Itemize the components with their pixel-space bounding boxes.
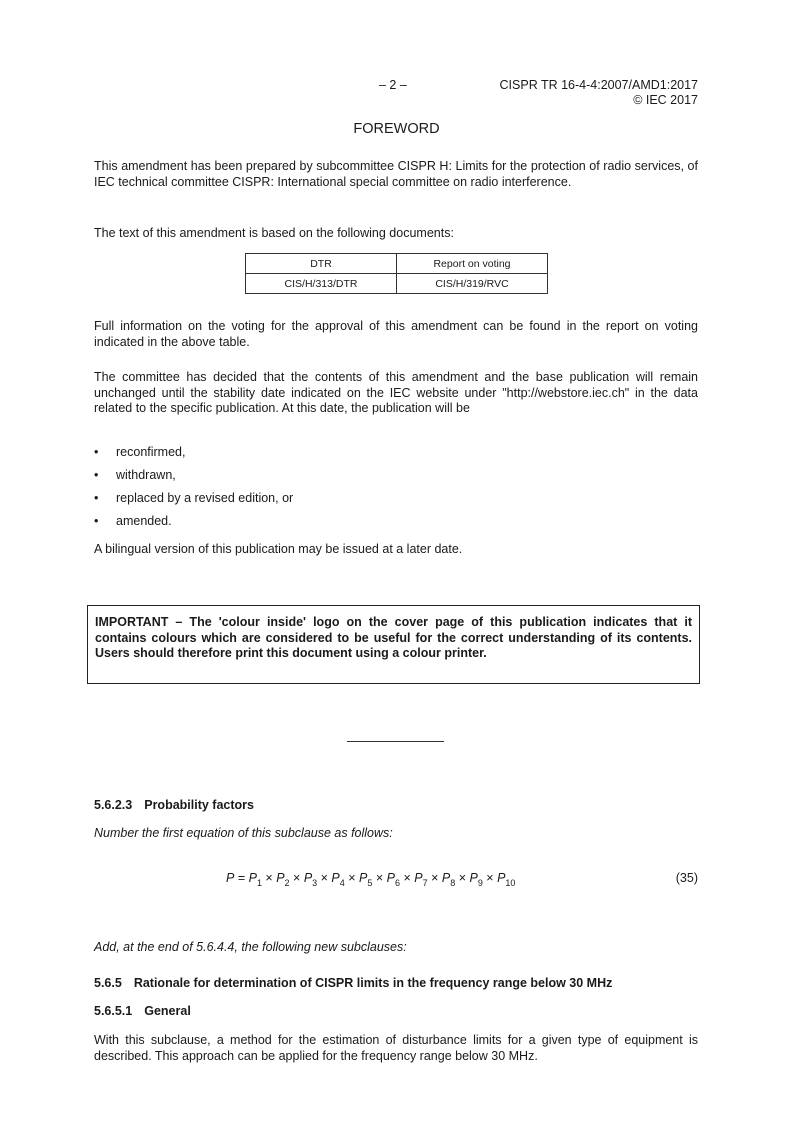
important-notice: IMPORTANT – The 'colour inside' logo on the cover page of this publication indicates that it contains colours which are considered to be useful for the correct understanding of its contents. Users should therefore print this document using a colour printer.	[87, 605, 700, 684]
voting-table	[245, 253, 548, 294]
list-item	[94, 445, 698, 468]
table-header-cell: Report on voting	[397, 254, 548, 274]
section-title: Probability factors	[144, 798, 254, 812]
bullet-icon: •	[94, 514, 99, 528]
foreword-intro: This amendment has been prepared by subcommittee CISPR H: Limits for the protection of radio services, of IEC technical committee CISPR: International special committee on radio interference.	[94, 159, 698, 189]
probability-equation: $P = P_1 \times P_2 \times P_3 \times P_4 \times P_5 \times P_6 \times P_7 \times P_8 \times P_9 \times P_{10}$	[226, 871, 516, 888]
section-number: 5.6.2.3	[94, 798, 133, 812]
table-row	[246, 274, 548, 294]
separator-rule	[347, 741, 444, 742]
table-header-cell: DTR	[246, 254, 397, 274]
list-item-label: withdrawn,	[116, 468, 176, 482]
list-item-label: reconfirmed,	[116, 445, 186, 459]
document-id: CISPR TR 16-4-4:2007/AMD1:2017	[499, 78, 698, 92]
publication-status-list	[94, 445, 698, 537]
list-item	[94, 468, 698, 491]
bullet-icon: •	[94, 491, 99, 505]
committee-decision: The committee has decided that the contents of this amendment and the base publication will remain unchanged until the stability date indicated on the IEC website under "http://webstore.iec.ch" in the data related to the specific publication. At this date, the publication will be	[94, 370, 698, 416]
based-on-text: The text of this amendment is based on the following documents:	[94, 226, 454, 240]
list-item	[94, 491, 698, 514]
section-number: 5.6.5.1	[94, 1004, 133, 1018]
table-header-row	[246, 254, 548, 274]
list-item	[94, 514, 698, 537]
list-item-label: amended.	[116, 514, 172, 528]
section-heading-565	[94, 976, 612, 990]
copyright: © IEC 2017	[633, 93, 698, 107]
section-heading-5623	[94, 798, 254, 812]
table-cell: CIS/H/319/RVC	[397, 274, 548, 294]
list-item-label: replaced by a revised edition, or	[116, 491, 294, 505]
instruction-number-equation: Number the first equation of this subclause as follows:	[94, 826, 393, 840]
equation-number: (35)	[675, 871, 698, 885]
bullet-icon: •	[94, 445, 99, 459]
bilingual-note: A bilingual version of this publication may be issued at a later date.	[94, 542, 463, 556]
instruction-add-subclauses: Add, at the end of 5.6.4.4, the following new subclauses:	[94, 940, 407, 954]
section-title: General	[144, 1004, 191, 1018]
table-cell: CIS/H/313/DTR	[246, 274, 397, 294]
section-number: 5.6.5	[94, 976, 122, 990]
page-title: FOREWORD	[353, 121, 440, 137]
section-title: Rationale for determination of CISPR limits in the frequency range below 30 MHz	[133, 976, 613, 990]
bullet-icon: •	[94, 468, 99, 482]
page-number: – 2 –	[379, 78, 407, 92]
section-heading-5651	[94, 1004, 191, 1018]
general-text: With this subclause, a method for the estimation of disturbance limits for a given type of equipment is described. This approach can be applied for the frequency range below 30 MHz.	[94, 1033, 698, 1063]
voting-info: Full information on the voting for the approval of this amendment can be found in the report on voting indicated in the above table.	[94, 319, 698, 349]
